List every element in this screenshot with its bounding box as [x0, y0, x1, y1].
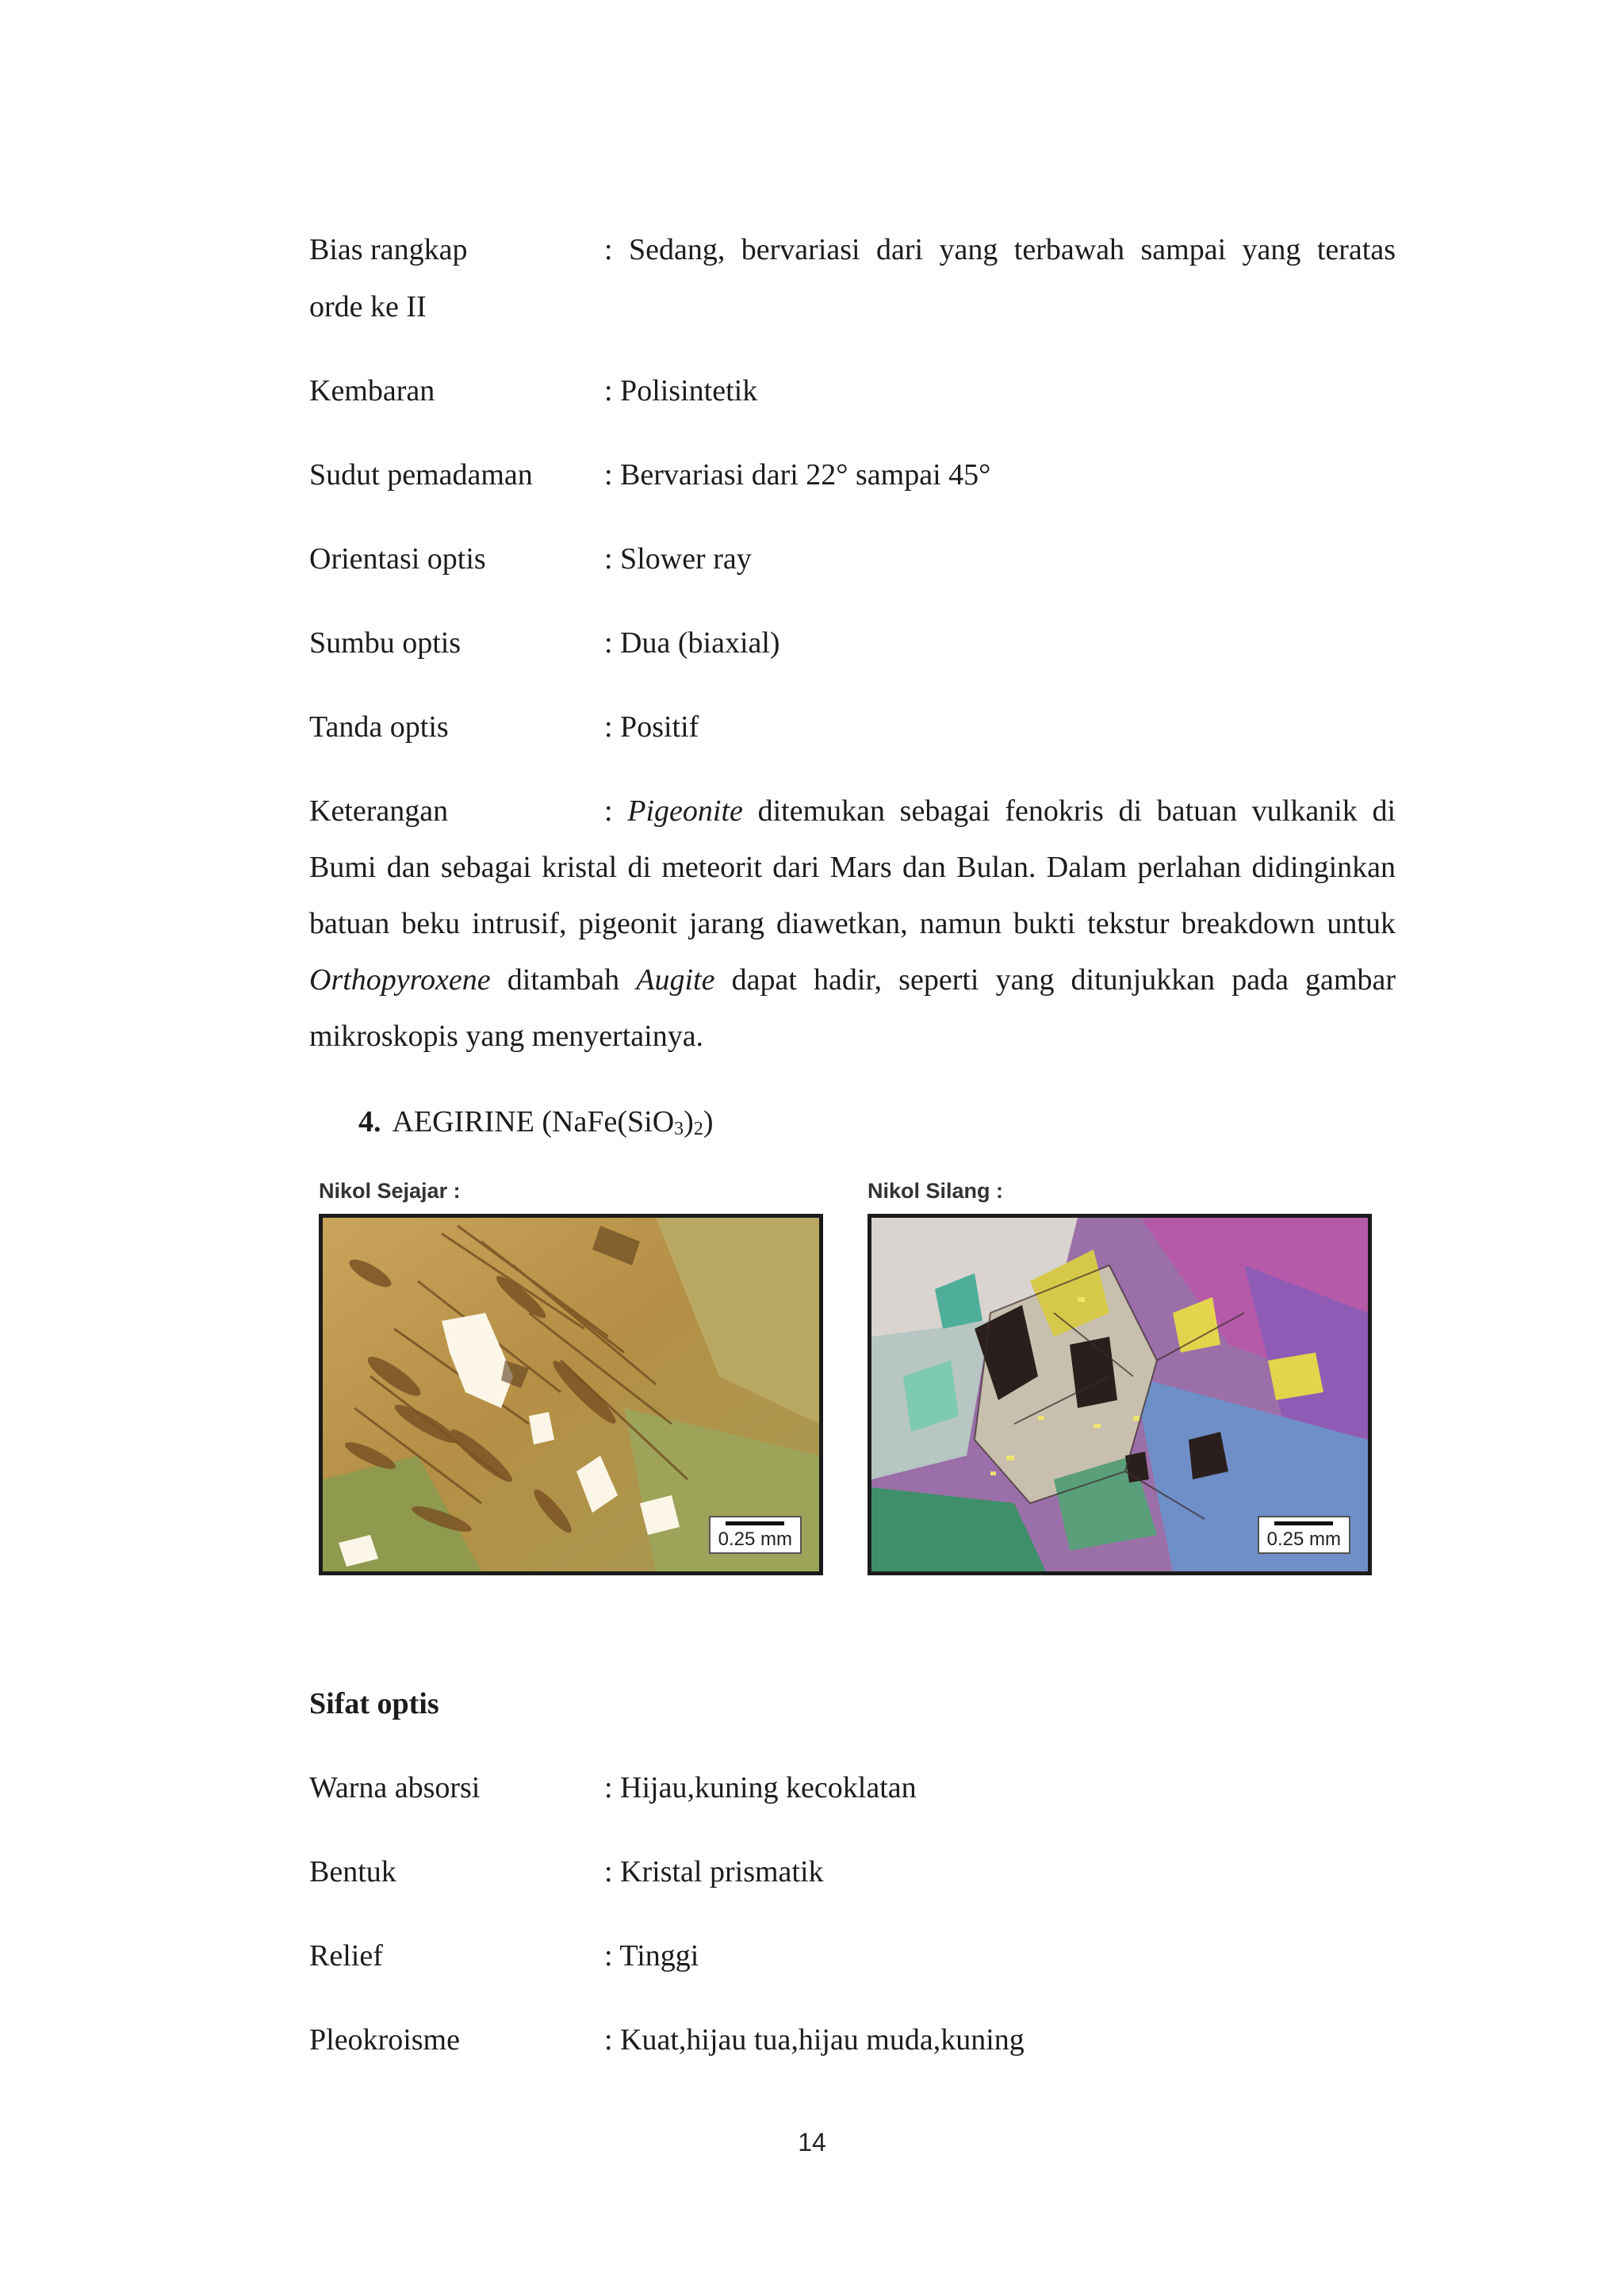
section-heading [358, 1102, 713, 1149]
prop-value: : Hijau,kuning kecoklatan [604, 1771, 917, 1804]
prop-value: : Positif [604, 710, 699, 744]
scale-bar-line [1274, 1521, 1333, 1525]
prop-value: : Bervariasi dari 22° sampai 45° [604, 458, 991, 492]
subscript: 2 [693, 1119, 703, 1139]
keterangan-label: Keterangan [309, 794, 449, 828]
section-name: AEGIRINE (NaFe(SiO [392, 1105, 675, 1138]
micrograph-caption: Nikol Sejajar : [319, 1179, 461, 1203]
page-number: 14 [798, 2128, 826, 2156]
prop-value: : Kuat,hijau tua,hijau muda,kuning [604, 2023, 1025, 2057]
term-augite: Augite [636, 963, 715, 997]
micrograph-image [868, 1214, 1372, 1575]
prop-value: : Tinggi [604, 1939, 699, 1973]
micrograph-crossed-nicol [868, 1179, 1372, 1575]
prop-label: Bentuk [309, 1855, 396, 1888]
prop-label: Relief [309, 1939, 383, 1973]
prop-label: Sudut pemadaman [309, 458, 533, 492]
prop-value: : Kristal prismatik [604, 1855, 824, 1888]
scale-bar [709, 1516, 802, 1554]
prop-label: Bias rangkap [309, 233, 468, 266]
prop-value: : Slower ray [604, 542, 752, 576]
keterangan-text: ditambah [490, 963, 637, 997]
prop-label: Sumbu optis [309, 626, 462, 660]
prop-label: Kembaran [309, 374, 435, 408]
term-orthopyroxene: Orthopyroxene [309, 963, 491, 997]
prop-label: Warna absorsi [309, 1771, 481, 1804]
micrograph-image [319, 1214, 823, 1575]
keterangan-colon: : [604, 794, 628, 828]
prop-value: : Polisintetik [604, 374, 758, 408]
section-number: 4. [358, 1105, 381, 1138]
term-pigeonite: Pigeonite [627, 794, 743, 828]
prop-value: : Dua (biaxial) [604, 626, 780, 660]
keterangan-paragraph [309, 783, 1396, 1065]
keterangan-text: ditemukan sebagai fenokris di batuan vulkanik di Bumi dan sebagai kristal di meteorit dari Mars dan Bulan. Dalam perlahan didinginkan batuan beku intrusif, pigeonit jarang diawetkan, namun bukti tekstur breakdown untuk [309, 794, 1396, 940]
scale-bar-line [726, 1521, 784, 1525]
micrograph-parallel-nicol [319, 1179, 823, 1575]
micrograph-caption: Nikol Silang : [868, 1179, 1004, 1203]
prop-label: Pleokroisme [309, 2023, 460, 2057]
section-name: ) [684, 1105, 694, 1138]
scale-bar-label: 0.25 mm [1266, 1529, 1341, 1550]
prop-label: Orientasi optis [309, 542, 486, 576]
section-name: ) [703, 1105, 714, 1138]
scale-bar [1258, 1516, 1350, 1554]
keterangan-text: dapat hadir, seperti yang ditunjukkan pada gambar mikroskopis yang menyertainya. [309, 963, 1396, 1053]
sifat-optis-heading: Sifat optis [309, 1687, 439, 1720]
prop-value: : Sedang, bervariasi dari yang terbawah sampai yang teratas [604, 233, 1396, 266]
prop-label: Tanda optis [309, 710, 449, 744]
subscript: 3 [674, 1119, 684, 1139]
prop-value-continued: orde ke II [309, 290, 427, 323]
scale-bar-label: 0.25 mm [718, 1529, 792, 1550]
